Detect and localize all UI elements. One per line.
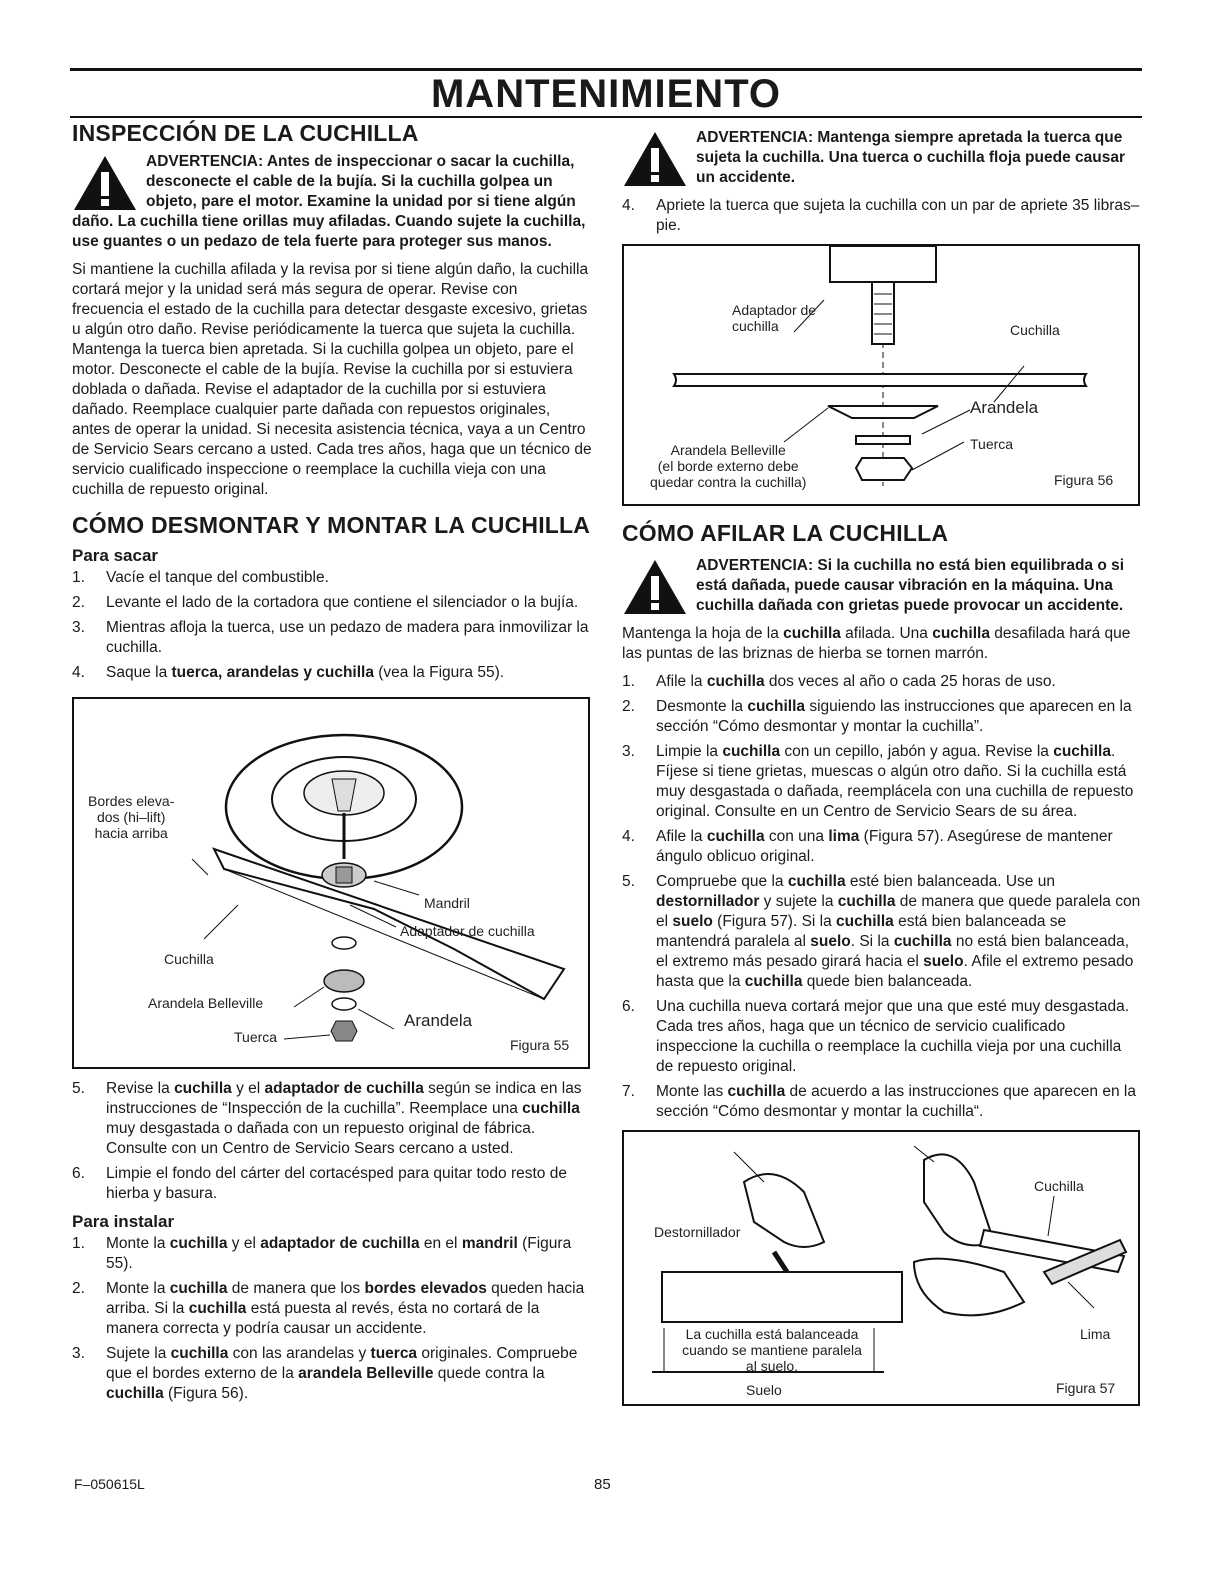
label-blade: Cuchilla xyxy=(1010,322,1060,338)
warning-icon xyxy=(622,558,688,616)
list-item: 1. Afile la cuchilla dos veces al año o cada 25 horas de uso. xyxy=(622,673,1056,690)
label-balanced-note: La cuchilla está balanceada cuando se mantiene paralela al suelo. xyxy=(682,1326,862,1374)
sharpen-intro: Mantenga la hoja de la cuchilla afilada. Una cuchilla desafilada hará que las puntas de las briznas de hierba se tornen marrón. xyxy=(622,625,1131,662)
install-subheading: Para instalar xyxy=(72,1212,175,1231)
footer-code: F–050615L xyxy=(74,1476,145,1492)
list-item: 1. Monte la cuchilla y el adaptador de cuchilla en el mandril (Figura 55). xyxy=(72,1235,572,1272)
label-blade-adapter: Adaptador de cuchilla xyxy=(400,923,535,939)
remove-subheading: Para sacar xyxy=(72,546,159,565)
install-steps xyxy=(72,1234,592,1404)
inspection-warning-text: ADVERTENCIA: Antes de inspeccionar o sacar la cuchilla, desconecte el cable de la bujía. Si la cuchilla golpea un objeto, pare el motor. Examine la unidad por si tiene algún daño. La cuchilla tiene orillas muy afiladas. Cuando sujete la cuchilla, use guantes o un pedazo de tela fuerte para proteger sus manos. xyxy=(72,153,586,250)
label-raised-edges: Bordes eleva- dos (hi–lift) hacia arriba xyxy=(88,793,175,841)
figure-57-caption: Figura 57 xyxy=(1056,1380,1116,1396)
list-item: 5. Revise la cuchilla y el adaptador de cuchilla según se indica en las instrucciones de “Inspección de la cuchilla”. Reemplace una cuchilla muy desgastada o dañada con un repuesto original de fábrica. Consulte con un Centro de Servicio Sears cercano a usted. xyxy=(72,1080,582,1157)
remove-steps xyxy=(72,568,592,683)
remove-steps-continued xyxy=(72,1079,592,1204)
list-item: 7. Monte las cuchilla de acuerdo a las instrucciones que aparecen en la sección “Cómo desmontar y montar la cuchilla“. xyxy=(622,1083,1136,1120)
inspection-body: Si mantiene la cuchilla afilada y la revisa por si tiene algún daño, la cuchilla cortará mejor y la unidad será más segura de operar. Revise con frecuencia el estado de la cuchilla para detectar desgaste excesivo, grietas u algún otro daño. Revise periódicamente la tuerca que sujeta la cuchilla. Mantenga la tuerca bien apretada. Si la cuchilla golpea un objeto, pare el motor. Desconecte el cable de la bujía. Revise la cuchilla por si estuviera doblada o dañada. Revise el adaptador de la cuchilla por si estuviera dañado. Reemplace cualquier parte dañada con repuestos originales, antes de operar la unidad. Si necesita asistencia técnica, vaya a un Centro de Servicio Sears cercano a usted. Cada tres años, haga que un técnico de servicio cualificado inspeccione o reemplace la cuchilla vieja con una cuchilla de repuesto original. xyxy=(72,261,592,498)
sharpen-warning xyxy=(622,556,1142,616)
inspection-heading: INSPECCIÓN DE LA CUCHILLA xyxy=(72,120,419,146)
tighten-warning-text: ADVERTENCIA: Mantenga siempre apretada la tuerca que sujeta la cuchilla. Una tuerca o cuchilla floja puede causar un accidente. xyxy=(696,129,1125,186)
label-blade-adapter: Adaptador de cuchilla xyxy=(732,302,817,334)
page-title: MANTENIMIENTO xyxy=(430,72,782,116)
list-item: 3. Mientras afloja la tuerca, use un pedazo de madera para inmovilizar la cuchilla. xyxy=(72,619,589,656)
inspection-warning xyxy=(72,152,592,252)
figure-55-caption: Figura 55 xyxy=(510,1037,570,1053)
list-item: 4. Saque la tuerca, arandelas y cuchilla (vea la Figura 55). xyxy=(72,664,505,681)
label-washer: Arandela xyxy=(404,1011,473,1030)
list-item: 2. Desmonte la cuchilla siguiendo las instrucciones que aparecen en la sección “Cómo desmontar y montar la cuchilla”. xyxy=(622,698,1132,735)
right-column xyxy=(622,128,1142,1406)
tighten-steps xyxy=(622,196,1142,236)
page-number: 85 xyxy=(594,1476,611,1493)
list-item: 4. Apriete la tuerca que sujeta la cuchilla con un par de apriete 35 libras–pie. xyxy=(622,197,1140,234)
warning-icon xyxy=(622,130,688,188)
sharpen-steps xyxy=(622,672,1142,1122)
figure-56 xyxy=(622,244,1140,506)
list-item: 3. Sujete la cuchilla con las arandelas y tuerca originales. Compruebe que el bordes externo de la arandela Belleville quede contra la cuchilla (Figura 56). xyxy=(72,1345,578,1402)
label-screwdriver: Destornillador xyxy=(654,1224,741,1240)
label-washer: Arandela xyxy=(970,398,1039,417)
figure-55-drawing xyxy=(74,699,588,1067)
list-item: 5. Compruebe que la cuchilla esté bien balanceada. Use un destornillador y sujete la cuchilla de manera que quede paralela con el suelo (Figura 57). Si la cuchilla está bien balanceada se mantendrá paralela al suelo. Si la cuchilla no está bien balanceada, el extremo más pesado girará hacia el suelo. Afile el extremo pesado hasta que la cuchilla quede bien balanceada. xyxy=(622,873,1141,990)
label-nut: Tuerca xyxy=(970,436,1014,452)
sharpen-warning-text: ADVERTENCIA: Si la cuchilla no está bien equilibrada o si está dañada, puede causar vibración en la máquina. Una cuchilla dañada con grietas puede provocar un accidente. xyxy=(696,557,1125,614)
list-item: 1. Vacíe el tanque del combustible. xyxy=(72,569,329,586)
figure-55 xyxy=(72,697,590,1069)
tighten-warning xyxy=(622,128,1142,188)
list-item: 2. Levante el lado de la cortadora que contiene el silenciador o la bujía. xyxy=(72,594,579,611)
list-item: 6. Una cuchilla nueva cortará mejor que una que esté muy desgastada. Cada tres años, haga que un técnico de servicio cualificado inspeccione la cuchilla o reemplace la cuchilla vieja por una cuchilla de repuesto original. xyxy=(622,998,1130,1075)
top-rule xyxy=(70,68,1142,71)
figure-57 xyxy=(622,1130,1140,1406)
sharpen-heading: CÓMO AFILAR LA CUCHILLA xyxy=(622,520,949,546)
label-mandril: Mandril xyxy=(424,895,470,911)
title-rule xyxy=(70,116,1142,118)
label-belleville-washer: Arandela Belleville xyxy=(148,995,264,1011)
warning-icon xyxy=(72,154,138,212)
list-item: 2. Monte la cuchilla de manera que los bordes elevados queden hacia arriba. Si la cuchilla está puesta al revés, ésta no cortará de la manera correcta y podría causar un accidente. xyxy=(72,1280,585,1337)
list-item: 4. Afile la cuchilla con una lima (Figura 57). Asegúrese de mantener ángulo oblicuo original. xyxy=(622,828,1113,865)
label-blade: Cuchilla xyxy=(1034,1178,1084,1194)
left-column xyxy=(72,120,592,1409)
label-belleville-washer: Arandela Belleville (el borde externo debe quedar contra la cuchilla) xyxy=(650,442,807,490)
list-item: 6. Limpie el fondo del cárter del cortacésped para quitar todo resto de hierba y basura. xyxy=(72,1165,567,1202)
label-ground: Suelo xyxy=(746,1382,782,1398)
remove-install-heading: CÓMO DESMONTAR Y MONTAR LA CUCHILLA xyxy=(72,512,591,538)
label-nut: Tuerca xyxy=(234,1029,278,1045)
list-item: 3. Limpie la cuchilla con un cepillo, jabón y agua. Revise la cuchilla. Fíjese si tiene grietas, muescas o algún otro daño. Si la cuchilla está muy desgastada o dañada, reemplácela con una cuchilla de repuesto original. Consulte en un Centro de Servicio Sears de su área. xyxy=(622,743,1134,820)
label-blade: Cuchilla xyxy=(164,951,214,967)
figure-56-caption: Figura 56 xyxy=(1054,472,1114,488)
label-file: Lima xyxy=(1080,1326,1111,1342)
